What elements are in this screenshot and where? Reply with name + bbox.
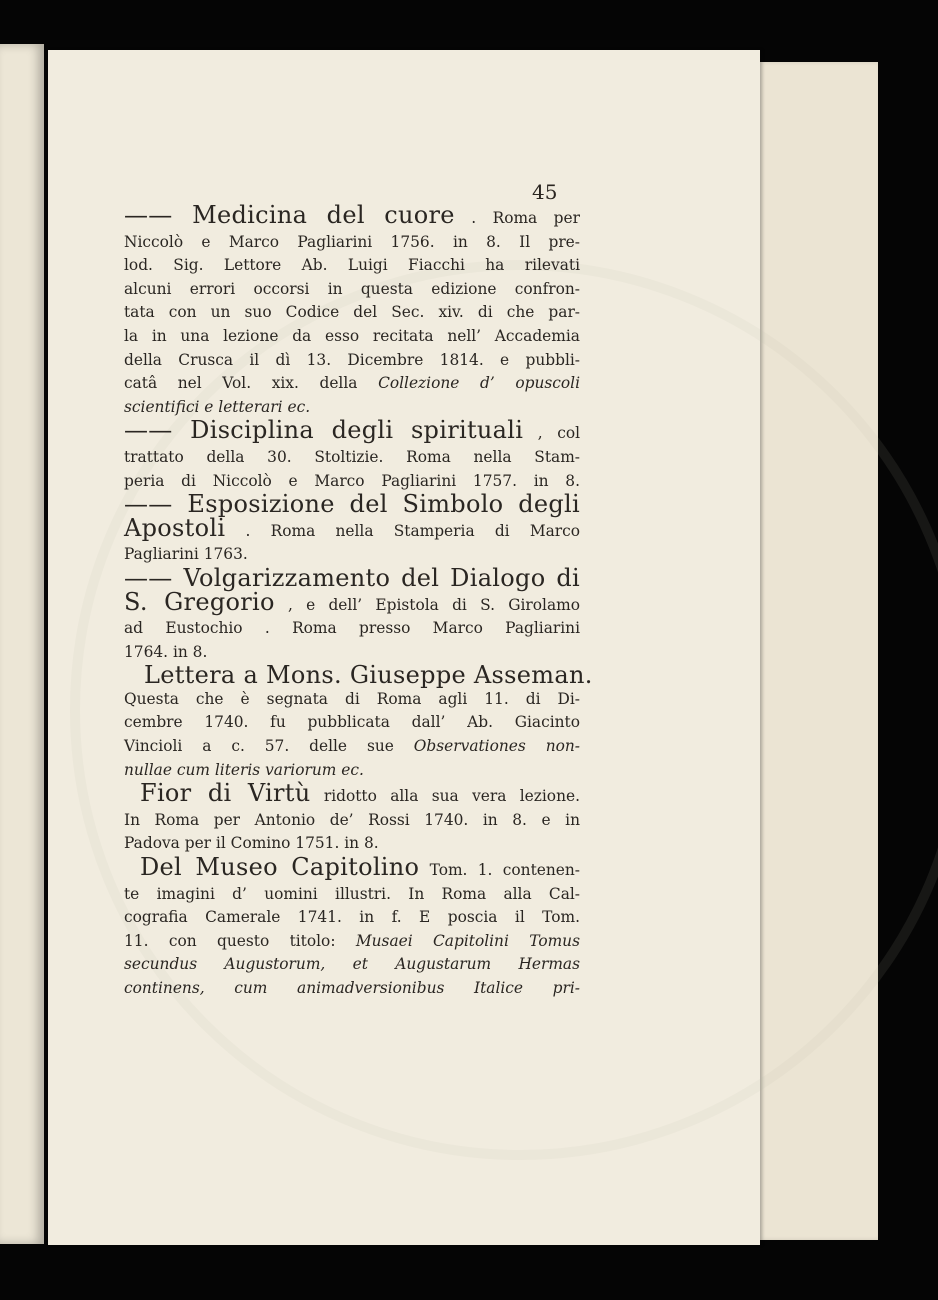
entry-title: —— Medicina del cuore [124,201,455,229]
entry-line: Questa che è segnata di Roma agli 11. di Di- [124,689,580,708]
entry-line: Niccolò e Marco Pagliarini 1756. in 8. Il pre- [124,232,580,251]
entry-line [124,416,581,446]
entry-line: cografia Camerale 1741. in f. E poscia il Tom. [124,908,580,927]
entry-line: Pagliarini 1763. [124,545,248,564]
left-page-edge [0,44,44,1244]
entry-title: Fior di Virtù [140,779,311,808]
entry-line: continens, cum animadversionibus Italice pri- [124,979,580,997]
entry-line [124,372,580,396]
entry-title: Del Museo Capitolino [140,853,420,882]
entry-line: alcuni errori occorsi in questa edizione confron- [124,279,580,298]
entry-line: Padova per il Comino 1751. in 8. [124,834,379,853]
entry-line: te imagini d’ uomini illustri. In Roma alla Cal- [124,884,580,903]
entry-line [124,735,580,759]
entry-italic-text: Observationes non- [413,737,580,756]
entry-line: tata con un suo Codice del Sec. xiv. di che par- [124,303,580,322]
entry-title: Lettera a Mons. Giuseppe Asseman. [144,661,593,690]
entry-line: peria di Niccolò e Marco Pagliarini 1757. in 8. [124,471,580,490]
entry-line: In Roma per Antonio de’ Rossi 1740. in 8. e in [124,810,580,829]
page-number: 45 [532,180,558,204]
entry-text: Vincioli a c. 57. delle sue [124,737,394,756]
entry-line: lod. Sig. Lettore Ab. Luigi Fiacchi ha rilevati [124,256,580,275]
entry-museo [124,853,580,1001]
entry-line: ad Eustochio . Roma presso Marco Pagliarini [124,619,580,638]
entry-italic-text: Musaei Capitolini Tomus [355,931,580,950]
entry-volgarizzamento [124,563,580,664]
entry-line [124,201,580,231]
entry-text: ridotto alla sua vera lezione. [323,787,580,806]
entry-line: trattato della 30. Stoltizie. Roma nella Stam- [124,447,580,466]
entry-text: catâ nel Vol. xix. della [124,374,358,393]
entry-text: . Roma per [471,209,580,227]
entry-medicina [124,201,580,419]
entry-line: nullae cum literis variorum ec. [124,760,364,779]
entry-line [124,853,580,883]
entry-title: S. Gregorio [124,587,275,616]
entry-text: . Roma nella Stamperia di Marco [245,521,580,540]
entry-fior [124,779,580,856]
entry-italic-text: Collezione d’ opuscoli [378,374,580,393]
entry-text: , e dell’ Epistola di S. Girolamo [287,595,580,614]
entry-title: Apostoli [124,513,226,542]
entry-text: , col [537,424,581,443]
entry-line [124,779,580,809]
entry-line [124,587,580,618]
entry-lettera [124,661,593,782]
entry-line: la in una lezione da esso recitata nell’ Accademia [124,326,580,345]
entry-text: Tom. 1. contenen- [429,861,580,880]
entry-line: della Crusca il dì 13. Dicembre 1814. e pubbli- [124,350,580,369]
entry-esposizione [124,490,580,567]
entry-title: —— Disciplina degli spirituali [124,416,524,445]
entry-text: 11. con questo titolo: [124,931,336,950]
entry-title: —— Volgarizzamento del Dialogo di [124,563,580,592]
entry-line: 1764. in 8. [124,642,208,661]
entry-line: secundus Augustorum, et Augustarum Hermas [124,955,580,974]
text-block [124,201,593,1001]
entry-line: scientifici e letterari ec. [124,397,311,416]
entry-line [124,513,580,544]
entry-line [124,930,580,954]
entry-title: —— Esposizione del Simbolo degli [124,490,580,519]
entry-line: cembre 1740. fu pubblicata dall’ Ab. Giacinto [124,713,580,732]
entry-disciplina [124,416,581,493]
